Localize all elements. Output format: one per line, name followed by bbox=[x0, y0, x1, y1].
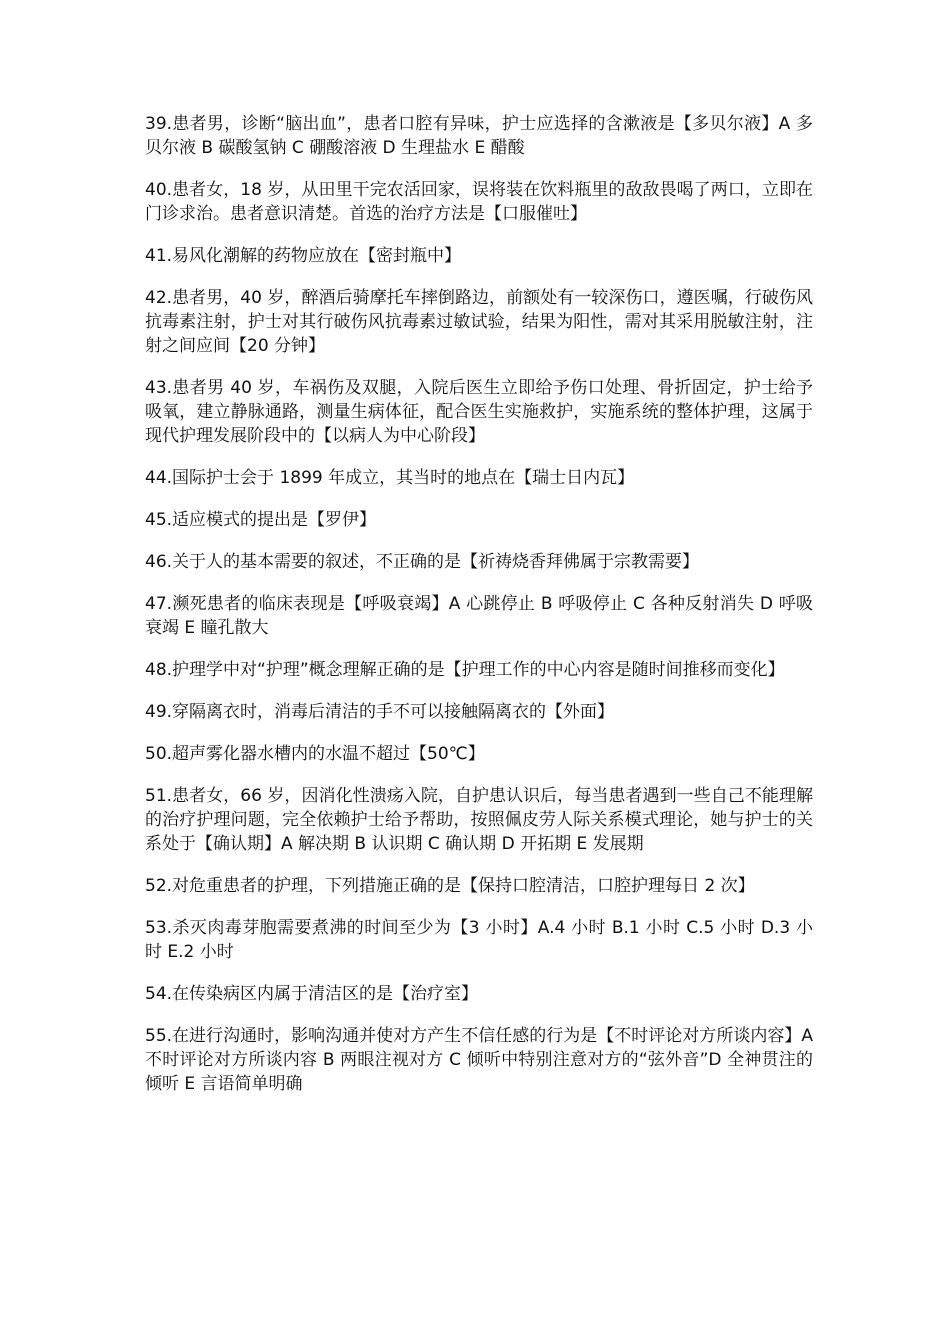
question-42: 42.患者男，40 岁，醉酒后骑摩托车摔倒路边，前额处有一较深伤口，遵医嘱，行破伤风抗毒素注射，护士对其行破伤风抗毒素过敏试验，结果为阳性，需对其采用脱敏注射，注射之间应间【20 分钟】 bbox=[145, 288, 813, 356]
question-54: 54.在传染病区内属于清洁区的是【治疗室】 bbox=[145, 984, 479, 1004]
question-44: 44.国际护士会于 1899 年成立，其当时的地点在【瑞士日内瓦】 bbox=[145, 468, 635, 488]
question-43: 43.患者男 40 岁，车祸伤及双腿，入院后医生立即给予伤口处理、骨折固定，护士给予吸氧，建立静脉通路，测量生病体征，配合医生实施救护，实施系统的整体护理，这属于现代护理发展阶段中的【以病人为中心阶段】 bbox=[145, 378, 813, 446]
question-40: 40.患者女，18 岁，从田里干完农活回家，误将装在饮料瓶里的敌敌畏喝了两口，立即在门诊求治。患者意识清楚。首选的治疗方法是【口服催吐】 bbox=[145, 180, 813, 224]
question-39: 39.患者男，诊断“脑出血”，患者口腔有异味，护士应选择的含漱液是【多贝尔液】A 多贝尔液 B 碳酸氢钠 C 硼酸溶液 D 生理盐水 E 醋酸 bbox=[145, 114, 813, 158]
question-list bbox=[145, 112, 813, 1114]
question-48: 48.护理学中对“护理”概念理解正确的是【护理工作的中心内容是随时间推移而变化】 bbox=[145, 660, 785, 680]
question-46: 46.关于人的基本需要的叙述，不正确的是【祈祷烧香拜佛属于宗教需要】 bbox=[145, 552, 700, 572]
question-49: 49.穿隔离衣时，消毒后清洁的手不可以接触隔离衣的【外面】 bbox=[145, 702, 615, 722]
question-47: 47.濒死患者的临床表现是【呼吸衰竭】A 心跳停止 B 呼吸停止 C 各种反射消失 D 呼吸衰竭 E 瞳孔散大 bbox=[145, 594, 813, 638]
question-55: 55.在进行沟通时，影响沟通并使对方产生不信任感的行为是【不时评论对方所谈内容】A 不时评论对方所谈内容 B 两眼注视对方 C 倾听中特别注意对方的“弦外音”D 全神贯注的倾听 E 言语简单明确 bbox=[145, 1026, 813, 1094]
question-45: 45.适应模式的提出是【罗伊】 bbox=[145, 510, 377, 530]
question-51: 51.患者女，66 岁，因消化性溃疡入院，自护患认识后，每当患者遇到一些自己不能理解的治疗护理问题，完全依赖护士给予帮助，按照佩皮劳人际关系模式理论，她与护士的关系处于【确认期】A 解决期 B 认识期 C 确认期 D 开拓期 E 发展期 bbox=[145, 786, 813, 854]
question-50: 50.超声雾化器水槽内的水温不超过【50℃】 bbox=[145, 744, 485, 764]
question-52: 52.对危重患者的护理，下列措施正确的是【保持口腔清洁，口腔护理每日 2 次】 bbox=[145, 876, 755, 896]
question-41: 41.易风化潮解的药物应放在【密封瓶中】 bbox=[145, 246, 462, 266]
question-53: 53.杀灭肉毒芽胞需要煮沸的时间至少为【3 小时】A.4 小时 B.1 小时 C.5 小时 D.3 小时 E.2 小时 bbox=[145, 918, 813, 962]
